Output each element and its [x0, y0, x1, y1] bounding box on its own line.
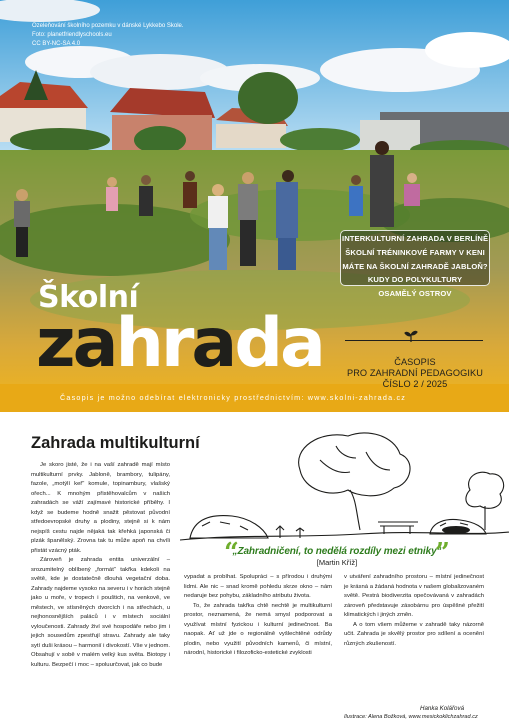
pull-quote	[224, 538, 450, 568]
online-subscription-note: Časopis je možno odebírat elektronicky prostřednictvím: www.skolni-zahrada.cz	[60, 393, 407, 402]
article-column-3	[344, 573, 484, 649]
subtitle-line: ČÍSLO 2 / 2025	[382, 379, 448, 389]
paragraph: vypadat a probíhat. Spolupráci – s přírodou i druhými lidmi. Ale nic – snad kromě pohledu skrze okno – nám nedaruje bez pohybu, základního atributu života.	[184, 574, 332, 599]
quote-mark-open-icon: “	[224, 538, 239, 568]
contents-item: ŠKOLNÍ TRÉNINKOVÉ FARMY V KENI	[345, 247, 485, 257]
article-column-1	[31, 461, 170, 670]
subtitle-line: PRO ZAHRADNÍ PEDAGOGIKU	[346, 368, 484, 378]
contents-item: OSAMĚLÝ OSTROV	[378, 289, 452, 299]
credit-line: Foto: planetfriendlyschools.eu	[32, 32, 112, 38]
subtitle-line: ČASOPIS	[394, 357, 436, 367]
masthead-part: hr	[115, 304, 192, 383]
paragraph: Je skoro jisté, že i na vaší zahradě mají místo multikulturní prvky. Jabloně, brambory, tulipány, fazole, „motýlí keř“ komule, topinambury, vlašský ořech... K mnohým přistěhovalcům v našich zahradách se váží zajímavé historické příběhy. I když se budeme hodně snažit pěstovat původní středoevropské druhy a plodiny, stejně si k nám nejspíš cestu najde nějaká tak křehká japonská či plzák španělský. Zrovna tak tu může apoň na chvíli přistát vzácný pták.	[31, 462, 170, 554]
credit-line: CC BY-NC-SA 4.0	[32, 41, 81, 47]
quote-mark-close-icon: ”	[435, 538, 450, 568]
paragraph: A o tom všem můžeme v zahradě taky názorně učit. Zahrada je skvělý prostor pro sdílení a ocenění různých zkušeností.	[344, 621, 484, 647]
contents-item: INTERKULTURNÍ ZAHRADA V BERLÍNĚ	[342, 234, 489, 243]
illustration-credit: Ilustrace: Alena Božková, www.mesickoklichzahrad.cz	[344, 714, 478, 720]
contents-item: KUDY DO POLYKULTURY	[367, 275, 463, 285]
paragraph: v utváření zahradního prostoru – místní jedinečnost je krásná a žádaná hodnota v našem globalizovaném světě. Pestrá biodiverzita opečovávaná v zahradách zároveň představuje zásobárnu pro úspěšné přežití klimatických i jiných změn.	[344, 574, 484, 618]
sprout-icon	[404, 330, 418, 342]
paragraph: To, že zahrada takřka chtě nechtě je multikulturní prostor, neznamená, že nemá smysl podporovat a využívat místní fyzickou i kulturní jedinečnost. Ba naopak. Ať už jde o regionálně vyšlechtěné odrůdy plodin, nebo využití původních kamenů, či místní, národní, historické i filozoficko-estetické zvyklosti	[184, 602, 332, 656]
garden-illustration	[180, 430, 509, 548]
masthead-part: za	[36, 304, 116, 383]
masthead-part: d	[234, 304, 280, 383]
paragraph: Zároveň je zahrada entita univerzální – srozumitelný oblíbený „formát“ takřka kdekoli na světě, kde je dostatečně dlouhá vegetační doba. Zahrady najdeme vysoko na severu i v horách stejně jako u moře, v tropech i pouštich, na venkově, ve městech, ve stísněných dvorcích i na střechách, u nejhonosnějších paláců i v místech sociální vyloučenosti. Zahrady živí své hospodáře nebo jim i jejich sousedům zpestřují stravu. Zahrady ale taky sytí duši krásou – harmonií i divokostí. Vše v jednom. Obsahují v sobě v malém velký kus světa. Biotopy i kulturu. Bezpečí i moc – spoluurčovat, jak co bude	[31, 557, 170, 668]
photo-credit	[32, 22, 184, 49]
masthead-part: a	[191, 304, 235, 383]
contents-list	[342, 232, 488, 301]
magazine-subtitle	[345, 357, 485, 390]
contents-item: MÁTE NA ŠKOLNÍ ZAHRADĚ JABLOŇ?	[342, 261, 488, 271]
article-title: Zahrada multikulturní	[31, 434, 200, 452]
masthead-part: a	[280, 304, 323, 383]
article-column-2	[184, 573, 332, 659]
masthead-top: Školní	[38, 280, 139, 315]
quote-author: [Martin Kříž]	[316, 558, 358, 567]
quote-text: „Zahradničení, to nedělá rozdíly mezi etniky“	[232, 546, 442, 557]
author-signature: Hanka Kolářová	[420, 705, 465, 712]
masthead-bottom	[36, 304, 323, 384]
credit-line: Ozeleňování školního pozemku v dánské Lykkebo Skole.	[32, 23, 184, 29]
